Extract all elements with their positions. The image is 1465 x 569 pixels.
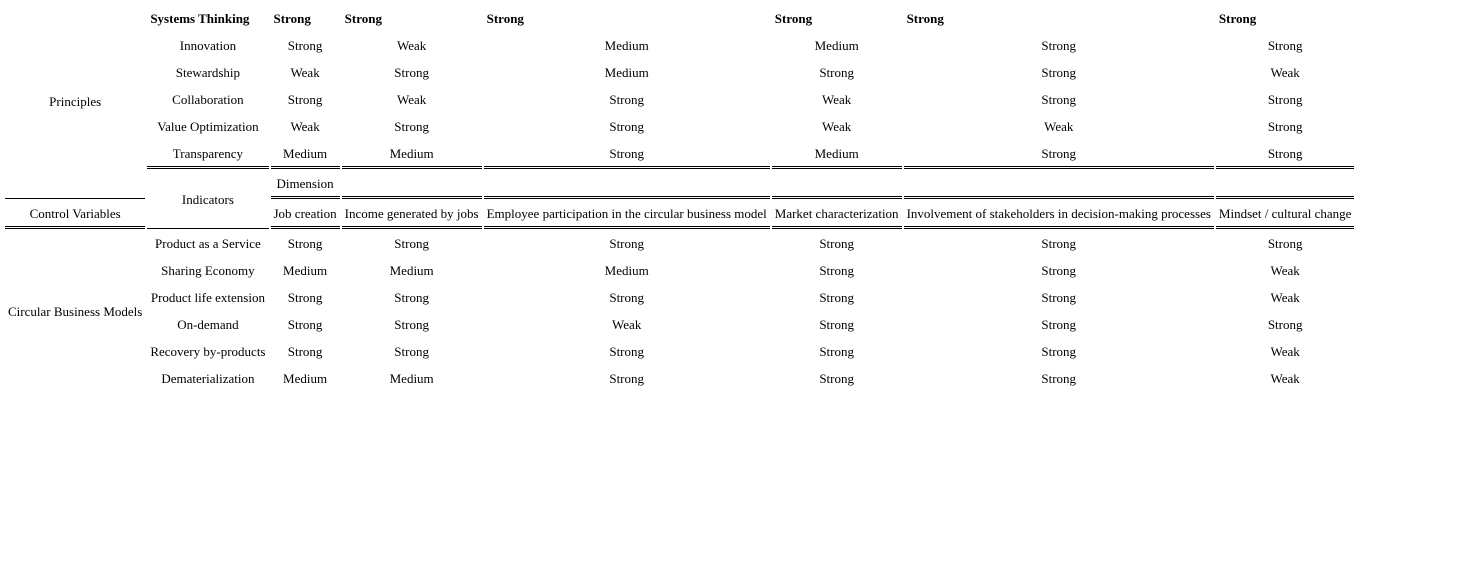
cell: Strong xyxy=(1267,92,1303,107)
cell: Strong xyxy=(609,92,645,107)
cell: Weak xyxy=(290,65,320,80)
header-value: Strong xyxy=(486,11,524,26)
cell: Strong xyxy=(819,65,854,80)
model-row xyxy=(5,231,1354,256)
cell: Weak xyxy=(822,119,852,134)
row-label: Stewardship xyxy=(175,65,241,80)
cell: Medium xyxy=(283,263,328,278)
header-value: Strong xyxy=(344,11,382,26)
empty-cell xyxy=(1216,171,1355,199)
cell: Weak xyxy=(1270,65,1300,80)
row-label: Product as a Service xyxy=(155,236,261,251)
row-label: Value Optimization xyxy=(157,119,259,134)
cell: Weak xyxy=(397,92,427,107)
cell: Strong xyxy=(819,236,854,251)
cell: Weak xyxy=(290,119,320,134)
empty-cell xyxy=(484,171,770,199)
empty-cell xyxy=(5,6,145,31)
cell: Weak xyxy=(822,92,852,107)
cell: Strong xyxy=(819,344,854,359)
cell: Weak xyxy=(1270,263,1300,278)
column-header: Income generated by jobs xyxy=(342,201,482,229)
empty-cell xyxy=(772,171,902,199)
cell: Medium xyxy=(814,38,859,53)
cell: Strong xyxy=(819,371,854,386)
cell: Strong xyxy=(1041,236,1077,251)
cell: Weak xyxy=(1270,371,1300,386)
cell: Strong xyxy=(1041,290,1077,305)
cell: Strong xyxy=(394,119,429,134)
principle-row xyxy=(5,60,1354,85)
column-header: Employee participation in the circular business model xyxy=(484,201,770,229)
cell: Medium xyxy=(604,65,649,80)
principle-row xyxy=(5,114,1354,139)
cell: Medium xyxy=(604,263,649,278)
indicators-label: Indicators xyxy=(147,171,268,229)
cell: Strong xyxy=(287,344,323,359)
cell: Medium xyxy=(772,141,902,169)
cell: Weak xyxy=(1270,290,1300,305)
cell: Strong xyxy=(1041,317,1077,332)
cell: Strong xyxy=(1267,317,1303,332)
cell: Strong xyxy=(904,141,1214,169)
row-label: Transparency xyxy=(147,141,268,169)
row-label: Dematerialization xyxy=(161,371,255,386)
cell: Medium xyxy=(389,263,434,278)
cell: Strong xyxy=(1041,371,1077,386)
model-row xyxy=(5,285,1354,310)
cell: Strong xyxy=(484,141,770,169)
empty-cell xyxy=(342,171,482,199)
cell: Strong xyxy=(394,290,429,305)
cell: Strong xyxy=(819,290,854,305)
model-row xyxy=(5,366,1354,391)
header-row xyxy=(5,6,1354,31)
model-row xyxy=(5,258,1354,283)
assessment-table xyxy=(3,4,1356,393)
empty-cell xyxy=(5,171,145,199)
cell: Medium xyxy=(271,141,340,169)
cell: Weak xyxy=(612,317,642,332)
cell: Strong xyxy=(1041,263,1077,278)
cell: Weak xyxy=(397,38,427,53)
row-label: Product life extension xyxy=(150,290,265,305)
header-label: Systems Thinking xyxy=(150,11,250,26)
cell: Strong xyxy=(1041,38,1077,53)
cell: Strong xyxy=(1041,65,1077,80)
cell: Strong xyxy=(1267,38,1303,53)
cell: Strong xyxy=(287,38,323,53)
column-header: Market characterization xyxy=(772,201,902,229)
principle-row xyxy=(5,141,1354,169)
cell: Strong xyxy=(609,344,645,359)
cell: Strong xyxy=(1216,141,1355,169)
cell: Strong xyxy=(1041,344,1077,359)
cell: Strong xyxy=(287,92,323,107)
cell: Strong xyxy=(394,236,429,251)
dimension-label: Dimension xyxy=(271,171,340,199)
cell: Medium xyxy=(342,141,482,169)
row-label: Recovery by-products xyxy=(150,344,266,359)
cell: Strong xyxy=(287,290,323,305)
cell: Strong xyxy=(1267,236,1303,251)
cell: Strong xyxy=(287,236,323,251)
cell: Strong xyxy=(819,317,854,332)
model-row xyxy=(5,339,1354,364)
models-group-label: Circular Business Models xyxy=(8,303,143,319)
empty-cell xyxy=(904,171,1214,199)
principle-row xyxy=(5,33,1354,58)
cell: Strong xyxy=(609,119,645,134)
cell: Strong xyxy=(394,344,429,359)
cell: Strong xyxy=(394,317,429,332)
principle-row xyxy=(5,87,1354,112)
row-label: On-demand xyxy=(177,317,239,332)
cell: Medium xyxy=(389,371,434,386)
header-value: Strong xyxy=(906,11,944,26)
column-header: Mindset / cultural change xyxy=(1216,201,1355,229)
header-value: Strong xyxy=(1218,11,1257,26)
cell: Weak xyxy=(1044,119,1074,134)
cell: Medium xyxy=(604,38,649,53)
cell: Strong xyxy=(609,290,645,305)
cell: Medium xyxy=(283,371,328,386)
column-header: Job creation xyxy=(271,201,340,229)
header-value: Strong xyxy=(774,11,813,26)
dimension-row xyxy=(5,171,1354,199)
cell: Strong xyxy=(394,65,429,80)
cell: Strong xyxy=(819,263,854,278)
cell: Strong xyxy=(1267,119,1303,134)
cell: Strong xyxy=(1041,92,1077,107)
column-header: Involvement of stakeholders in decision-making processes xyxy=(904,201,1214,229)
cell: Strong xyxy=(609,236,645,251)
row-label: Sharing Economy xyxy=(161,263,255,278)
principles-group-label: Principles xyxy=(49,93,102,109)
control-variables-label: Control Variables xyxy=(5,201,145,229)
cell: Strong xyxy=(287,317,323,332)
header-value: Strong xyxy=(273,11,311,26)
cell: Weak xyxy=(1270,344,1300,359)
cell: Strong xyxy=(609,371,645,386)
row-label: Innovation xyxy=(179,38,237,53)
row-label: Collaboration xyxy=(172,92,244,107)
model-row xyxy=(5,312,1354,337)
